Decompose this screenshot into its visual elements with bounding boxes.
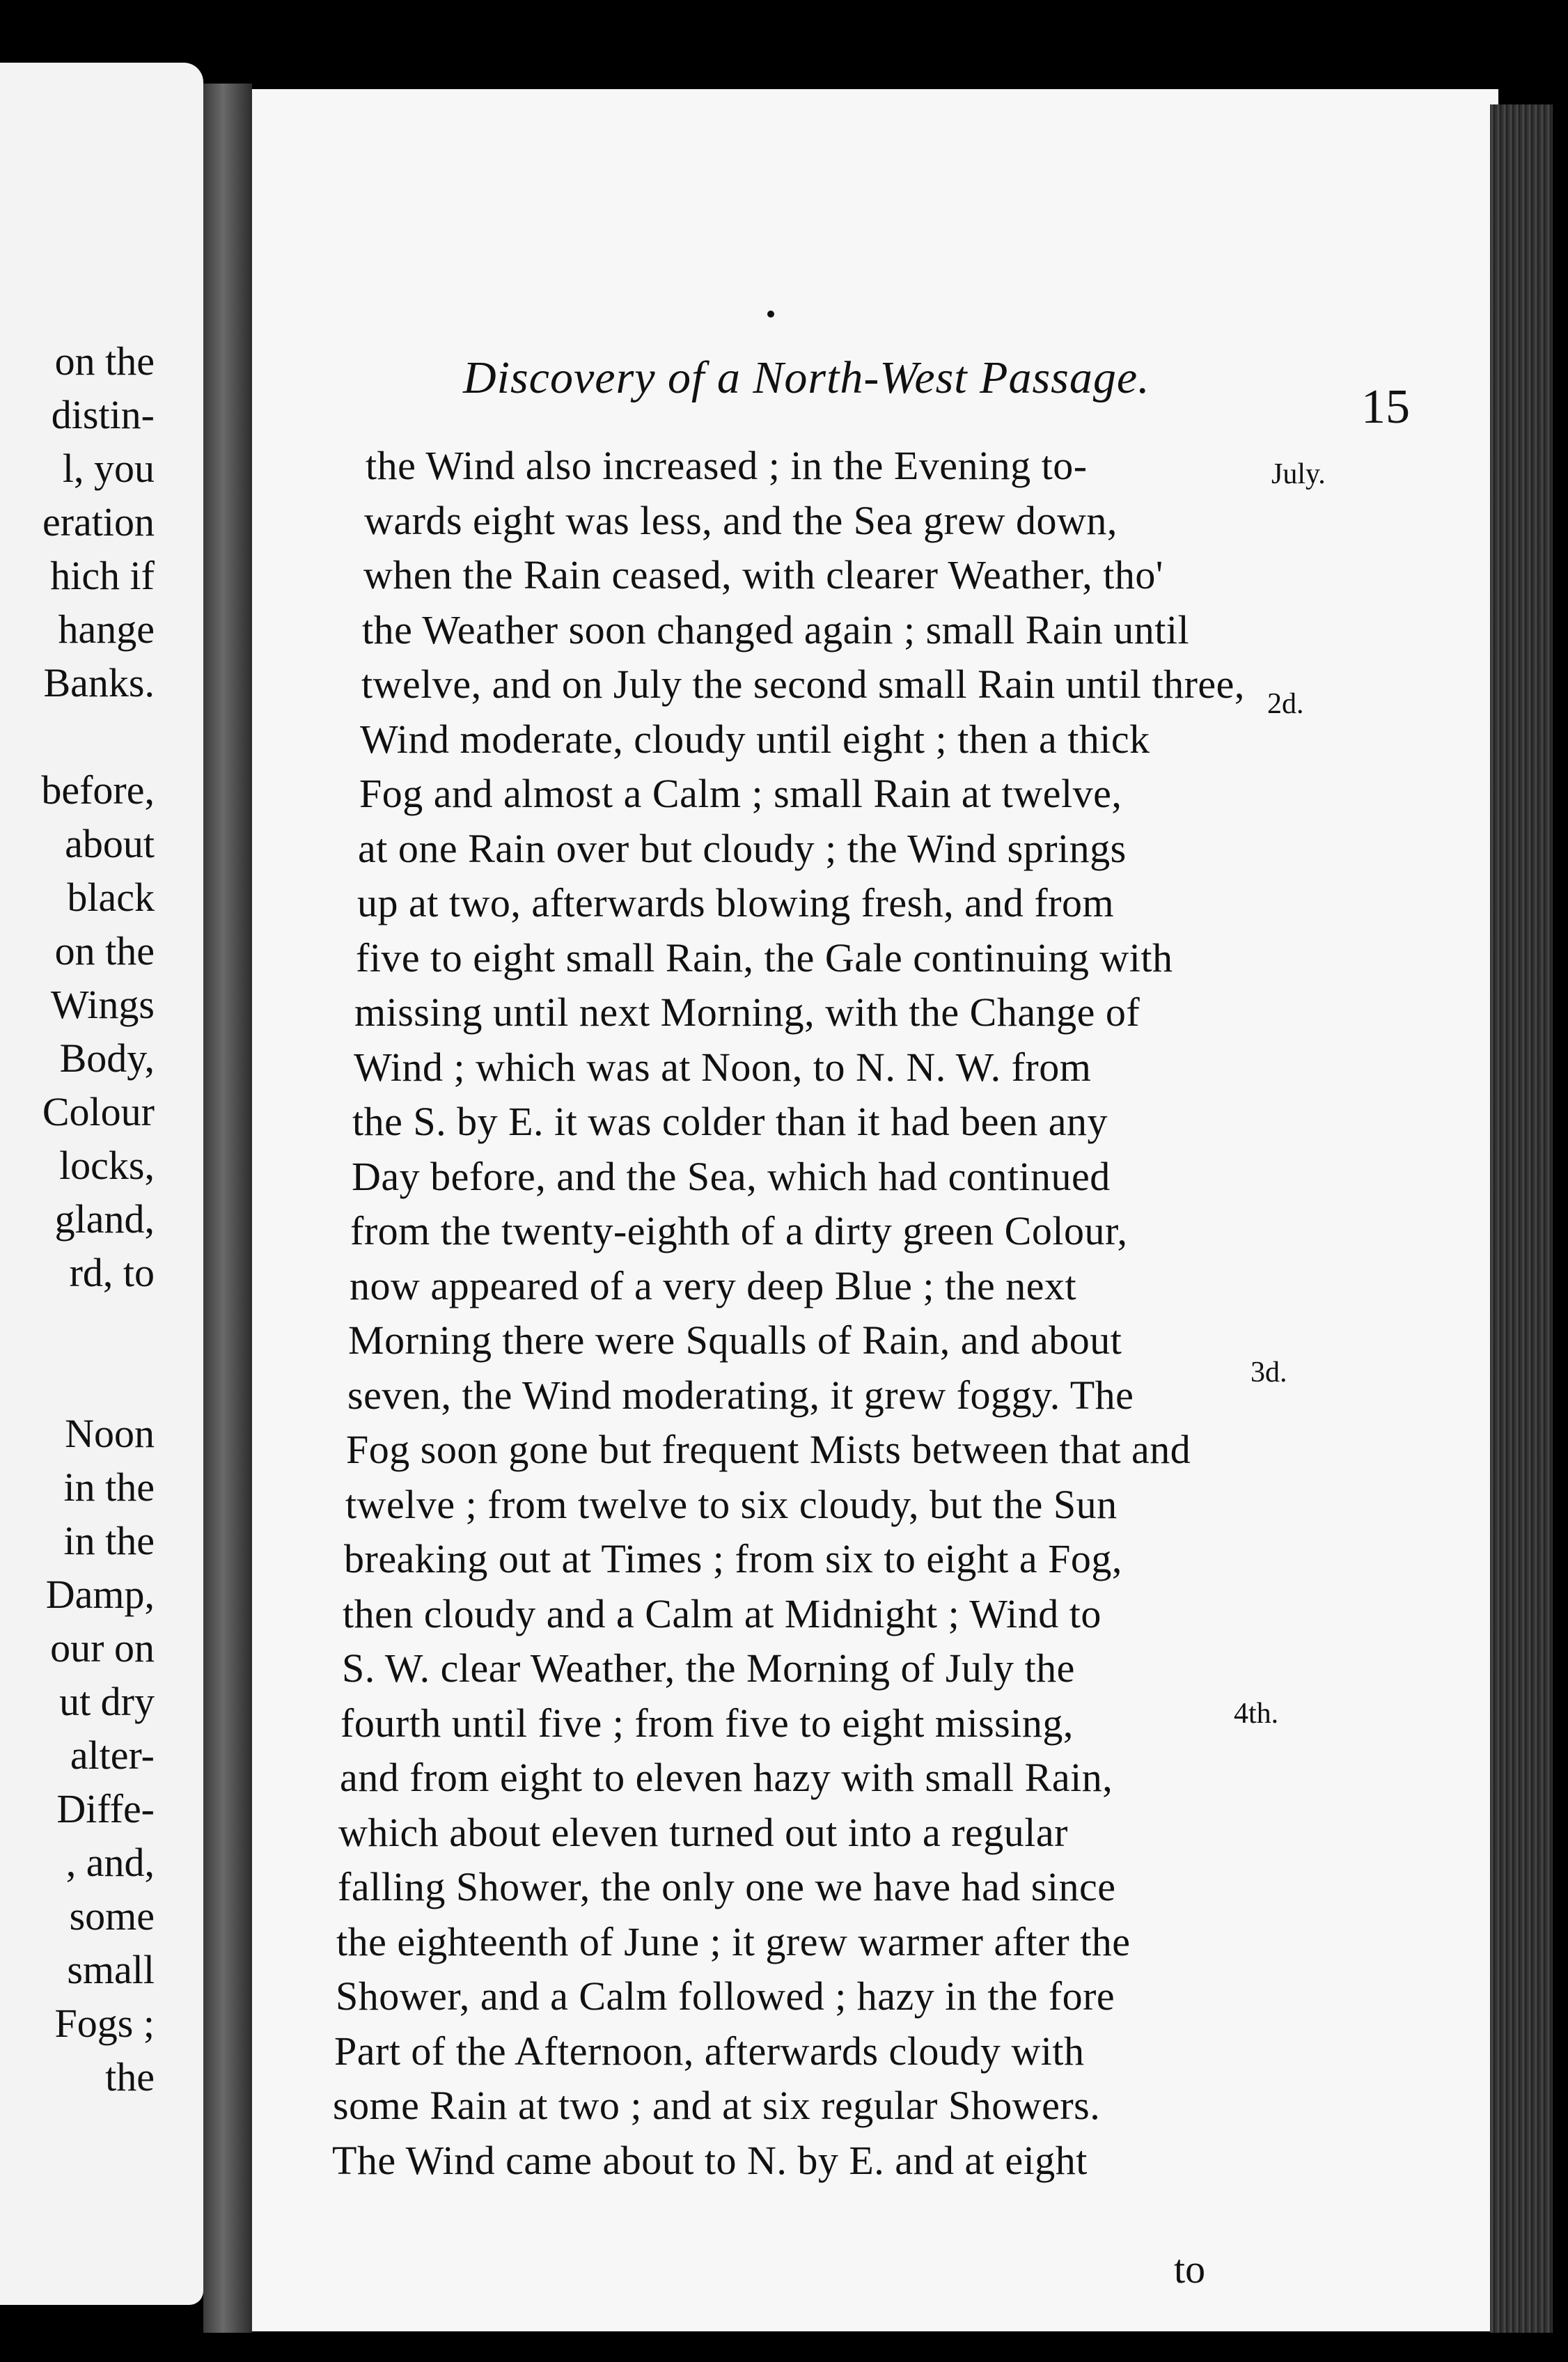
facing-page-line: on the — [54, 338, 155, 384]
body-text-line: Fog soon gone but frequent Mists between that and — [346, 1427, 1191, 1472]
facing-page-line: in the — [63, 1464, 155, 1510]
facing-page-line: before, — [41, 767, 155, 813]
facing-page-line: ut dry — [59, 1679, 155, 1724]
facing-page-line: rd, to — [69, 1250, 155, 1295]
body-text-line: Morning there were Squalls of Rain, and about — [348, 1317, 1122, 1363]
body-text-line: when the Rain ceased, with clearer Weather, tho' — [363, 552, 1163, 597]
page-number: 15 — [1361, 380, 1410, 434]
body-text-line: five to eight small Rain, the Gale continuing with — [356, 935, 1173, 980]
body-text-line: then cloudy and a Calm at Midnight ; Wind to — [343, 1591, 1101, 1636]
body-text-line: missing until next Morning, with the Change of — [354, 990, 1140, 1035]
body-text-line: wards eight was less, and the Sea grew down, — [364, 498, 1118, 543]
margin-note-4th: 4th. — [1234, 1698, 1279, 1730]
body-text-line: from the twenty-eighth of a dirty green Colour, — [350, 1208, 1128, 1253]
body-text-line: falling Shower, the only one we have had since — [338, 1864, 1116, 1909]
facing-page-line: locks, — [59, 1143, 155, 1188]
body-text-line: Part of the Afternoon, afterwards cloudy with — [334, 2028, 1085, 2074]
body-text-line: breaking out at Times ; from six to eight a Fog, — [344, 1536, 1122, 1581]
facing-page-line: some — [69, 1893, 155, 1939]
body-text-line: The Wind came about to N. by E. and at eight — [332, 2138, 1088, 2183]
body-text-line: the S. by E. it was colder than it had been any — [352, 1099, 1108, 1144]
body-text-line: S. W. clear Weather, the Morning of July the — [342, 1645, 1075, 1691]
body-text-line: seven, the Wind moderating, it grew foggy. The — [347, 1372, 1134, 1418]
facing-page-line: Banks. — [43, 660, 155, 705]
body-text-line: Day before, and the Sea, which had continued — [352, 1154, 1111, 1199]
body-text-line: up at two, afterwards blowing fresh, and from — [357, 880, 1115, 925]
facing-page-line: in the — [63, 1518, 155, 1563]
body-text-line: at one Rain over but cloudy ; the Wind springs — [358, 826, 1127, 871]
facing-page-line: small — [67, 1947, 155, 1992]
body-text-line: Shower, and a Calm followed ; hazy in the fore — [336, 1973, 1115, 2019]
margin-note-july: July. — [1271, 458, 1326, 490]
body-text-line: the eighteenth of June ; it grew warmer after the — [336, 1919, 1131, 1964]
facing-page-line: about — [65, 821, 155, 866]
body-text-line: Wind ; which was at Noon, to N. N. W. from — [354, 1045, 1092, 1090]
book-gutter — [203, 84, 252, 2333]
margin-note-3d: 3d. — [1251, 1356, 1287, 1389]
ornament-dot — [767, 311, 774, 318]
facing-page-line: Fogs ; — [54, 2001, 155, 2046]
facing-page-line: on the — [54, 928, 155, 973]
facing-page-line: Wings — [50, 982, 155, 1027]
page-edges — [1490, 104, 1553, 2333]
body-text-line: twelve, and on July the second small Rain until three, — [361, 662, 1245, 707]
body-text-line: which about eleven turned out into a regular — [338, 1810, 1068, 1855]
facing-page-line: l, you — [62, 446, 155, 491]
facing-page-line: our on — [50, 1625, 155, 1671]
body-text-line: some Rain at two ; and at six regular Showers. — [333, 2083, 1101, 2128]
facing-page-line: Colour — [42, 1089, 155, 1134]
body-text-line: fourth until five ; from five to eight missing, — [340, 1700, 1074, 1746]
facing-page-line: Noon — [65, 1411, 155, 1456]
facing-page-line: Body, — [59, 1035, 155, 1081]
margin-note-2d: 2d. — [1267, 688, 1304, 720]
facing-page-fragment — [0, 63, 203, 2305]
facing-page-line: , and, — [65, 1840, 155, 1885]
facing-page-line: distin- — [51, 392, 155, 437]
body-text-line: and from eight to eleven hazy with small Rain, — [340, 1755, 1113, 1800]
body-text-line: now appeared of a very deep Blue ; the next — [350, 1263, 1077, 1308]
facing-page-line: gland, — [54, 1196, 155, 1242]
facing-page-line: eration — [42, 499, 155, 545]
facing-page-line: Diffe- — [56, 1786, 155, 1831]
facing-page-line: Damp, — [45, 1572, 155, 1617]
facing-page-line: alter- — [70, 1733, 155, 1778]
body-text-line: the Wind also increased ; in the Evening to- — [366, 443, 1088, 488]
catchword: to — [1174, 2246, 1206, 2292]
body-text-line: twelve ; from twelve to six cloudy, but the Sun — [345, 1482, 1118, 1527]
body-text-line: Fog and almost a Calm ; small Rain at twelve, — [359, 771, 1122, 816]
facing-page-line: the — [105, 2054, 155, 2099]
body-text-line: the Weather soon changed again ; small Rain until — [362, 607, 1190, 652]
body-text-line: Wind moderate, cloudy until eight ; then a thick — [360, 717, 1150, 762]
facing-page-line: black — [67, 875, 155, 920]
running-head: Discovery of a North-West Passage. — [463, 352, 1150, 403]
facing-page-line: hich if — [50, 553, 155, 598]
facing-page-line: hange — [58, 607, 155, 652]
